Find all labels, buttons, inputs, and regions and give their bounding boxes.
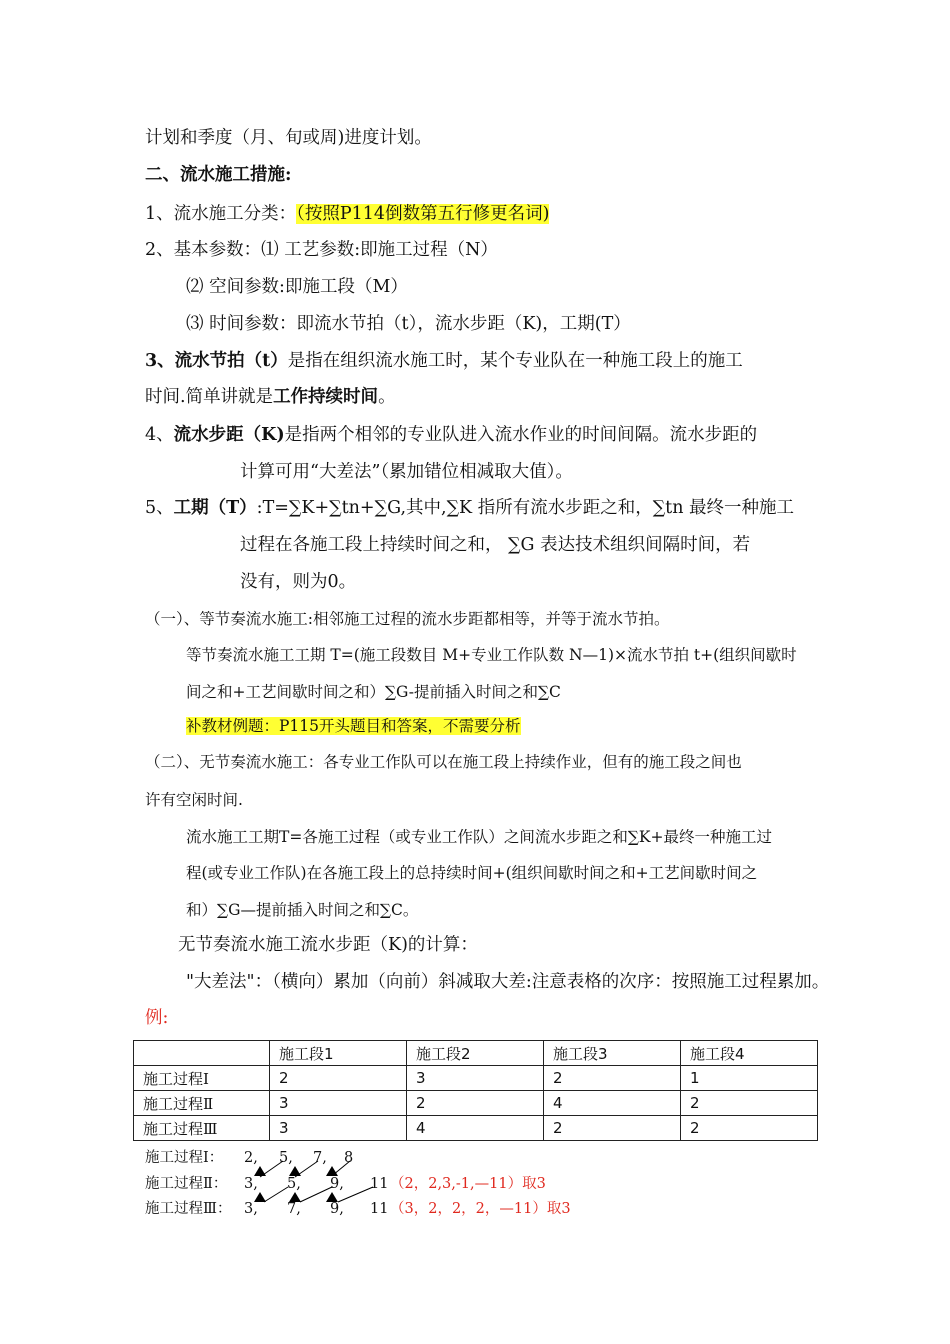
item-2: 2、基本参数：⑴ 工艺参数:即施工过程（N） — [145, 240, 498, 260]
item-4-cont: 计算可用“大差法”（累加错位相减取大值）。 — [240, 462, 573, 482]
table-header-cell: 施工段2 — [407, 1041, 544, 1066]
section-heading-text: 二、流水施工措施: — [145, 165, 292, 185]
formula-1: 等节奏流水施工工期 T=(施工段数目 M+专业工作队数 N—1)×流水节拍 t+(组织间歇时 — [186, 646, 797, 664]
item-3-text: 是指在组织流水施工时，某个专业队在一种施工段上的施工 — [287, 351, 743, 371]
table-header-cell: 施工段4 — [681, 1041, 818, 1066]
table-header-cell: 施工段3 — [544, 1041, 681, 1066]
calc-row-3-result: （3，2，2，2，—11）取3 — [390, 1201, 571, 1217]
item-5-term: 工期（T） — [173, 498, 257, 518]
item-4-term: 流水步距（K) — [173, 425, 285, 445]
item-4-num: 4、 — [145, 425, 174, 445]
table-cell: 施工过程Ⅱ — [134, 1091, 270, 1116]
table-cell: 3 — [407, 1066, 544, 1091]
calc-value: 11 — [370, 1201, 389, 1217]
table-header-cell: 施工段1 — [270, 1041, 407, 1066]
big-diff-method: "大差法"：（横向）累加（向前）斜减取大差:注意表格的次序：按照施工过程累加。 — [186, 972, 830, 992]
stagger-arrow-line — [338, 1187, 373, 1202]
table-cell: 2 — [544, 1116, 681, 1141]
sub-section-2-cont: 许有空闲时间. — [145, 791, 243, 809]
calc-value: 11 — [370, 1176, 389, 1192]
formula-1-cont: 间之和+工艺间歇时间之和）∑G-提前插入时间之和∑C — [186, 683, 561, 701]
item-4-text: 是指两个相邻的专业队进入流水作业的时间间隔。流水步距的 — [284, 425, 758, 445]
calc-value: 7, — [287, 1201, 301, 1217]
table-cell: 2 — [270, 1066, 407, 1091]
item-3-term: 3、流水节拍（t） — [145, 351, 288, 371]
formula-2-cont-1: 程(或专业工作队)在各施工段上的总持续时间+(组织间歇时间之和+工艺间歇时间之 — [186, 864, 758, 882]
example-label: 例: — [145, 1008, 169, 1028]
item-5-cont-1: 过程在各施工段上持续时间之和， ∑G 表达技术组织间隔时间，若 — [240, 535, 751, 555]
calc-row-3-label: 施工过程Ⅲ： — [145, 1201, 232, 1217]
step-calc-heading: 无节奏流水施工流水步距（K)的计算： — [178, 935, 478, 955]
arrow-head-icon — [326, 1166, 338, 1176]
item-5-cont-2: 没有，则为0。 — [240, 572, 357, 592]
arrow-head-icon — [289, 1192, 301, 1202]
calc-value: 3, — [244, 1176, 258, 1192]
formula-2: 流水施工工期T=各施工过程（或专业工作队）之间流水步距之和∑K+最终一种施工过 — [186, 828, 772, 846]
calc-row-2-result: （2，2,3,-1,—11）取3 — [390, 1176, 546, 1192]
table-cell: 2 — [544, 1066, 681, 1091]
calc-value: 3, — [244, 1201, 258, 1217]
item-2-time: ⑶ 时间参数：即流水节拍（t），流水步距（K)，工期(T） — [186, 314, 631, 334]
table-cell: 3 — [270, 1091, 407, 1116]
arrow-head-icon — [254, 1166, 266, 1176]
stagger-arrow-line — [264, 1187, 288, 1202]
formula-2-cont-2: 和）∑G—提前插入时间之和∑C。 — [186, 901, 419, 919]
calc-row-1-label: 施工过程Ⅰ： — [145, 1150, 224, 1166]
calc-value: 5, — [279, 1150, 293, 1166]
table-cell: 1 — [681, 1066, 818, 1091]
arrow-head-icon — [289, 1166, 301, 1176]
table-cell: 施工过程Ⅲ — [134, 1116, 270, 1141]
table-cell: 2 — [681, 1116, 818, 1141]
line-1: 计划和季度（月、旬或周)进度计划。 — [145, 128, 432, 148]
calc-value: 7, — [313, 1150, 327, 1166]
sub-section-1: （一）、等节奏流水施工:相邻施工过程的流水步距都相等，并等于流水节拍。 — [145, 610, 670, 628]
item-1-highlight: （按照P114倒数第五行修更名词) — [296, 204, 550, 224]
table-cell: 4 — [544, 1091, 681, 1116]
arrow-head-icon — [326, 1192, 338, 1202]
item-1-text: 1、流水施工分类： — [145, 204, 297, 224]
item-5-num: 5、 — [145, 498, 174, 518]
calc-value: 9, — [330, 1176, 344, 1192]
table-cell: 3 — [270, 1116, 407, 1141]
sub-section-2: （二）、无节奏流水施工：各专业工作队可以在施工段上持续作业，但有的施工段之间也 — [145, 753, 742, 771]
table-cell: 2 — [681, 1091, 818, 1116]
calc-value: 9, — [330, 1201, 344, 1217]
calc-row-2-label: 施工过程Ⅱ： — [145, 1176, 228, 1192]
calc-value: 2, — [244, 1150, 258, 1166]
table-cell: 2 — [407, 1091, 544, 1116]
calc-value: 5, — [287, 1176, 301, 1192]
arrow-head-icon — [254, 1192, 266, 1202]
calc-value: 8 — [344, 1150, 354, 1166]
item-3-bold-term: 工作持续时间 — [273, 387, 379, 407]
item-3-cont-text: 时间.简单讲就是 — [145, 387, 274, 407]
item-5-text: :T=∑K+∑tn+∑G,其中,∑K 指所有流水步距之和，∑tn 最终一种施工 — [256, 498, 795, 518]
example-note-highlight: 补教材例题：P115开头题目和答案，不需要分析 — [186, 717, 521, 735]
table-cell: 施工过程Ⅰ — [134, 1066, 270, 1091]
item-3-end: 。 — [378, 387, 396, 407]
table-cell: 4 — [407, 1116, 544, 1141]
item-2-space: ⑵ 空间参数:即施工段（M） — [186, 277, 408, 297]
